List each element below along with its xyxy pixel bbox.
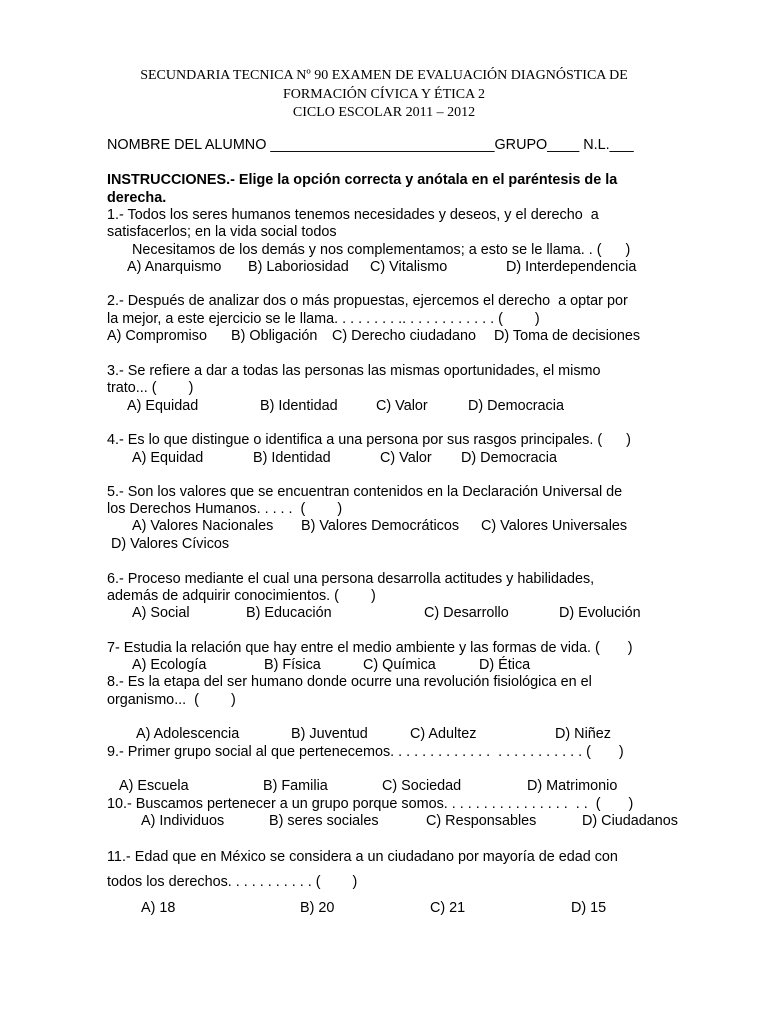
q5-option-d: D) Valores Cívicos bbox=[111, 536, 230, 552]
q8-option-a: A) Adolescencia bbox=[136, 726, 240, 742]
q2-option-a: A) Compromiso bbox=[107, 328, 207, 344]
q6-option-a: A) Social bbox=[132, 605, 190, 621]
q1-option-a: A) Anarquismo bbox=[127, 259, 222, 275]
q4-option-a: A) Equidad bbox=[132, 450, 204, 466]
q3-option-c: C) Valor bbox=[376, 398, 428, 414]
q8-line-1: 8.- Es la etapa del ser humano donde ocurre una revolución fisiológica en el bbox=[107, 674, 592, 690]
q9-line-1: 9.- Primer grupo social al que pertenecemos. . . . . . . . . . . . . . . . . . . . . . . . ( ) bbox=[107, 744, 624, 760]
q9-option-a: A) Escuela bbox=[119, 778, 189, 794]
q10-line-1: 10.- Buscamos pertenecer a un grupo porque somos. . . . . . . . . . . . . . . . . . ( ) bbox=[107, 796, 634, 812]
q2-option-b: B) Obligación bbox=[231, 328, 318, 344]
q3-option-a: A) Equidad bbox=[127, 398, 199, 414]
instructions-line-2: derecha. bbox=[107, 190, 167, 206]
q10-option-c: C) Responsables bbox=[426, 813, 537, 829]
q7-option-a: A) Ecología bbox=[132, 657, 207, 673]
q1-line-2: satisfacerlos; en la vida social todos bbox=[107, 224, 337, 240]
q10-option-a: A) Individuos bbox=[141, 813, 225, 829]
q4-option-b: B) Identidad bbox=[253, 450, 331, 466]
q11-option-c: C) 21 bbox=[430, 900, 466, 916]
q4-option-c: C) Valor bbox=[380, 450, 432, 466]
q3-option-b: B) Identidad bbox=[260, 398, 338, 414]
q5-line-1: 5.- Son los valores que se encuentran contenidos en la Declaración Universal de bbox=[107, 484, 623, 500]
q1-option-b: B) Laboriosidad bbox=[248, 259, 349, 275]
q1-option-c: C) Vitalismo bbox=[370, 259, 448, 275]
q1-line-3: Necesitamos de los demás y nos complementamos; a esto se le llama. . ( ) bbox=[132, 242, 631, 258]
header-line-2: FORMACIÓN CÍVICA Y ÉTICA 2 bbox=[283, 87, 485, 102]
q6-line-1: 6.- Proceso mediante el cual una persona desarrolla actitudes y habilidades, bbox=[107, 571, 595, 587]
q4-option-d: D) Democracia bbox=[461, 450, 557, 466]
q2-option-d: D) Toma de decisiones bbox=[494, 328, 641, 344]
q6-option-b: B) Educación bbox=[246, 605, 332, 621]
q5-option-a: A) Valores Nacionales bbox=[132, 518, 274, 534]
q8-option-d: D) Niñez bbox=[555, 726, 611, 742]
q1-line-1: 1.- Todos los seres humanos tenemos necesidades y deseos, y el derecho a bbox=[107, 207, 599, 223]
q1-option-d: D) Interdependencia bbox=[506, 259, 637, 275]
q11-option-b: B) 20 bbox=[300, 900, 335, 916]
q11-option-a: A) 18 bbox=[141, 900, 176, 916]
q6-line-2: además de adquirir conocimientos. ( ) bbox=[107, 588, 376, 604]
q7-option-b: B) Física bbox=[264, 657, 321, 673]
q8-line-2: organismo... ( ) bbox=[107, 692, 236, 708]
q5-line-2: los Derechos Humanos. . . . . ( ) bbox=[107, 501, 343, 517]
q11-option-d: D) 15 bbox=[571, 900, 607, 916]
q11-line-1: 11.- Edad que en México se considera a un ciudadano por mayoría de edad con bbox=[107, 849, 618, 865]
q3-line-2: trato... ( ) bbox=[107, 380, 194, 396]
q9-option-c: C) Sociedad bbox=[382, 778, 462, 794]
q8-option-b: B) Juventud bbox=[291, 726, 368, 742]
header-line-3: CICLO ESCOLAR 2011 – 2012 bbox=[292, 105, 476, 120]
q7-option-c: C) Química bbox=[363, 657, 436, 673]
student-info-line: NOMBRE DEL ALUMNO ____________________________GRUPO____ N.L.___ bbox=[107, 137, 634, 153]
header-line-1: SECUNDARIA TECNICA Nº 90 EXAMEN DE EVALUACIÓN DIAGNÓSTICA DE bbox=[140, 68, 628, 83]
q2-option-c: C) Derecho ciudadano bbox=[332, 328, 476, 344]
q10-option-b: B) seres sociales bbox=[269, 813, 379, 829]
q4-line-1: 4.- Es lo que distingue o identifica a una persona por sus rasgos principales. ( ) bbox=[107, 432, 631, 448]
q9-option-d: D) Matrimonio bbox=[527, 778, 618, 794]
q9-option-b: B) Familia bbox=[263, 778, 328, 794]
q11-line-2: todos los derechos. . . . . . . . . . . ( ) bbox=[107, 874, 358, 890]
q2-line-1: 2.- Después de analizar dos o más propuestas, ejercemos el derecho a optar por bbox=[107, 293, 628, 309]
q6-option-d: D) Evolución bbox=[559, 605, 641, 621]
q3-line-1: 3.- Se refiere a dar a todas las personas las mismas oportunidades, el mismo bbox=[107, 363, 601, 379]
q5-option-c: C) Valores Universales bbox=[481, 518, 628, 534]
q10-option-d: D) Ciudadanos bbox=[582, 813, 678, 829]
q2-line-2: la mejor, a este ejercicio se le llama. . . . . . . . .. . . . . . . . . . . . ( ) bbox=[107, 311, 540, 327]
q8-option-c: C) Adultez bbox=[410, 726, 477, 742]
instructions-line-1: INSTRUCCIONES.- Elige la opción correcta y anótala en el paréntesis de la bbox=[107, 172, 618, 188]
q7-option-d: D) Ética bbox=[479, 657, 531, 673]
q3-option-d: D) Democracia bbox=[468, 398, 564, 414]
q5-option-b: B) Valores Democráticos bbox=[301, 518, 460, 534]
q7-line-1: 7- Estudia la relación que hay entre el medio ambiente y las formas de vida. ( ) bbox=[107, 640, 633, 656]
q6-option-c: C) Desarrollo bbox=[424, 605, 509, 621]
